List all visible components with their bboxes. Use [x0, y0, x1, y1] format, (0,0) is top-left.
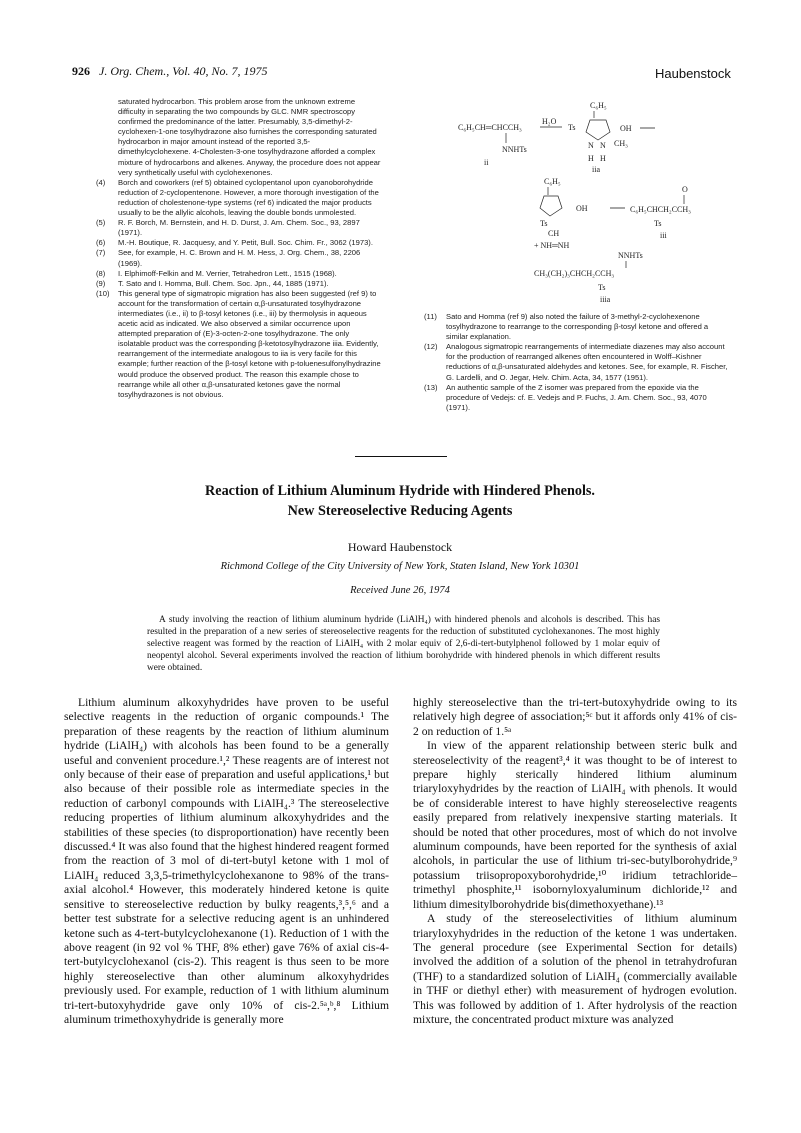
- body-paragraph: A study of the stereoselectivities of lithium aluminum triaryloxyhydrides in the reduction of the ketone 1 was undertaken. The general procedure (see Experimental Section for details) involved the addition of a solution of the phenol in tetrahydrofuran (THF) to a standardized solution of LiAlH₄ (commercially available in THF or diethyl ether) with measurement of hydrogen evolution. This was followed by addition of 1. After hydrolysis of the reaction mixture, the concentrated product mixture was analyzed: [413, 912, 737, 1026]
- hydrogen-atom: H: [588, 154, 594, 163]
- footnote: (12) Analogous sigmatropic rearrangements of intermediate diazenes may also account for the production of rearranged alkenes often encountered in Wolff–Kishner reductions of α,β-unsaturated aldehydes and ketones. See, for example, R. Fischer, G. Lardelli, and O. Jegar, Helv. Chim. Acta, 34, 1577 (1951).: [424, 342, 728, 382]
- compound-ii-substituent: NNHTs: [502, 145, 527, 154]
- body-paragraph: In view of the apparent relationship between steric bulk and stereoselectivity of the reagent³,⁴ it was thought to be of interest to prepare highly sterically hindered lithium aluminum triaryloxyhydrides by the reaction of LiAlH₄ with phenols. It would be of considerable interest to have highly stereoselective reagents easily prepared from relatively inexpensive starting materials. It should be noted that other procedures, most of which do not involve aluminum compounds, have been reported for the synthesis of axial alcohols, in particular the use of lithium tri-sec-butylborohydride,⁹ potassium triisopropoxyborohydride,¹⁰ iridium tetrachloride–trimethyl phosphite,¹¹ isobornyloxyaluminum dichloride,¹² and lithium dimesitylborohydride bis(dimethoxyethane).¹³: [413, 739, 737, 911]
- intermediate-iia-label: iia: [592, 165, 600, 174]
- footnote: (10) This general type of sigmatropic migration has also been suggested (ref 9) to account for the transformation of certain α,β-unsaturated tosylhydrazone intermediates (i.e., ii) to β-tosyl ketones (i.e., iii) by thermolysis in aqueous acetic acid as indicated. We also observed a similar occurrence upon attempted preparation of (E)-3-octen-2-one tosylhydrazone. The only isolatable product was the corresponding β-ketotosylhydrazone iiia. Evidently, rearrangement of the intermediate analogous to iia is very facile for this example; further reaction of the β-tosyl ketone with p-toluenesulfonylhydrazine would produce the observed product. The reason this example chose to rearrange while all other α,β-unsaturated ketones gave the normal tosylhydrazones is not obvious.: [96, 288, 381, 399]
- footnote: (9) T. Sato and I. Homma, Bull. Chem. Soc. Jpn., 44, 1885 (1971).: [96, 278, 329, 288]
- compound-ii-label: ii: [484, 158, 489, 167]
- ts-group: Ts: [598, 283, 606, 292]
- compound-iiia-label: iiia: [600, 295, 611, 304]
- article-title-line2: New Stereoselective Reducing Agents: [287, 503, 513, 519]
- hydroxyl-group: OH: [620, 124, 632, 133]
- phenyl-group: C₆H₅: [544, 177, 561, 186]
- journal-citation: J. Org. Chem., Vol. 40, No. 7, 1975: [99, 64, 268, 78]
- footnote: (11) Sato and Homma (ref 9) also noted the failure of 3-methyl-2-cyclohexenone tosylhydrazone to rearrange to the corresponding β-tosyl ketone and offered a similar explanation.: [424, 312, 709, 342]
- carbonyl-oxygen: O: [682, 185, 688, 194]
- nitrogen-atom: N: [588, 141, 594, 150]
- compound-ii-formula: C₆H₅CH═CHCCH₃: [458, 123, 522, 132]
- reaction-scheme: [450, 98, 750, 308]
- footnote: saturated hydrocarbon. This problem arose from the unknown extreme difficulty in separating the two compounds by GLC. NMR spectroscopy confirmed the predominance of the latter. Presumably, 3,5-dimethyl-2-cyclohexen-1-one tosylhydrazone also furnishes the corresponding saturated hydrocarbon in major amount instead of the reported 3,5-dimethylcyclohexene. 4-Cholesten-3-one tosylhydrazone afforded a complex mixture of hydrocarbons and alkenes. Anyway, the procedure does not appear very synthetically useful with cyclohexenones.: [118, 97, 381, 177]
- compound-iiia-formula: CH₃(CH₂)₃CHCH₂CCH₃: [534, 269, 615, 278]
- compound-iii-formula: C₆H₅CHCH₂CCH₃: [630, 205, 691, 214]
- footnote: (4) Borch and coworkers (ref 5) obtained cyclopentanol upon cyanoborohydride reduction of 2-cyclopentenone. However, a more thorough investigation of the reduction of cholestenone-type systems (ref 6) indicated the major products usually to be the allylic alcohols, leaving the double bonds unmolested.: [96, 177, 379, 218]
- ts-group: Ts: [540, 219, 548, 228]
- running-author: Haubenstock: [655, 66, 731, 81]
- footnote: (6) M.-H. Boutique, R. Jacquesy, and Y. Petit, Bull. Soc. Chim. Fr., 3062 (1973).: [96, 238, 373, 248]
- section-divider: [355, 456, 447, 457]
- phenyl-group: C₆H₅: [590, 101, 607, 110]
- footnote: (13) An authentic sample of the Z isomer was prepared from the epoxide via the procedure of Vedejs: cf. E. Vedejs and P. Fuchs, J. Am. Chem. Soc., 93, 4070 (1971).: [424, 382, 707, 412]
- hydrogen-atom: H: [600, 154, 606, 163]
- body-paragraph: highly stereoselective than the tri-tert-butoxyhydride owing to its relatively high degree of association;⁵ᶜ but it affords only 41% of cis-2 on reduction of 1.⁵ᵃ: [413, 696, 737, 738]
- footnotes-left: [92, 97, 382, 400]
- body-paragraph: Lithium aluminum alkoxyhydrides have proven to be useful selective reagents in the reduction of organic compounds.¹ The preparation of these reagents by the reaction of lithium aluminum hydride (LiAlH₄) with alcohols has been found to be a generally useful and convenient procedure.¹,² These reagents are of interest not only because of their ease of preparation and useful applications,¹ but also because of their possible role as intermediate species in the reduction of carbonyl compounds with LiAlH₄.³ The stereoselective reducing properties of lithium aluminum alkoxyhydrides and the stabilities of these species (to disproportionation) have recently been discussed.⁴ It was also found that the highest hindered reagent formed from the reaction of 3 mol of di-tert-butyl ketone with 1 mol of LiAlH₄ reduced 3,3,5-trimethylcyclohexanone to 98% of the trans-axial alcohol.⁴ However, this moderately hindered ketone is quite sensitive to stereoselective reduction by bulky reagents,³,⁵,⁶ and a better test substrate for a selective reducing agent is an unhindered ketone such as 4-tert-butylcyclohexanone (1). Reduction of 1 with the above reagent (in 92 vol % THF, 8% ether) gave 76% of axial cis-4-tert-butylcyclohexanol (cis-2). This reagent is thus seen to be more highly stereoselective than other aluminum alkoxyhydrides previously used. For example, reduction of 1 with lithium aluminum tri-tert-butoxyhydride gave only 10% of cis-2.⁵ᵃ,ᵇ,⁸ Lithium aluminum trimethoxyhydride is generally more: [64, 696, 389, 1026]
- footnotes-right: [420, 312, 732, 413]
- body-column-right: [413, 696, 737, 1027]
- ch-group: CH: [548, 229, 560, 238]
- nitrogen-atom: N: [600, 141, 606, 150]
- author-affiliation: Richmond College of the City University of New York, Staten Island, New York 10301: [220, 561, 580, 572]
- footnote: (7) See, for example, H. C. Brown and H. M. Hess, J. Org. Chem., 38, 2206 (1969).: [96, 248, 361, 268]
- running-header: [72, 64, 268, 79]
- page-number: 926: [72, 64, 90, 78]
- compound-iii-label: iii: [660, 231, 667, 240]
- abstract: A study involving the reaction of lithium aluminum hydride (LiAlH₄) with hindered phenols and alcohols is described. This has resulted in the preparation of a new series of stereoselective reagents for the reduction of substituted cyclohexanones. The most highly selective reagent was formed by the reaction of LiAlH₄ with 2 molar equiv of 2,6-di-tert-butylphenol followed by 1 molar equiv of neopentyl alcohol. Several experiments involved the reaction of lithium borohydride with hindered phenols in which different results were obtained.: [147, 615, 660, 673]
- body-column-left: [64, 696, 389, 1027]
- article-author: Howard Haubenstock: [347, 540, 453, 554]
- article-title-line1: Reaction of Lithium Aluminum Hydride with Hindered Phenols.: [205, 483, 595, 499]
- hydroxyl-group: OH: [576, 204, 588, 213]
- reagent-label: H₂O: [542, 117, 557, 126]
- footnote: (5) R. F. Borch, M. Bernstein, and H. D. Durst, J. Am. Chem. Soc., 93, 2897 (1971).: [96, 218, 360, 238]
- methyl-group: CH₃: [614, 139, 628, 148]
- received-date: Received June 26, 1974: [350, 585, 450, 596]
- ts-group: Ts: [654, 219, 662, 228]
- diazene-byproduct: + NH═NH: [534, 241, 570, 250]
- ts-group: Ts: [568, 123, 576, 132]
- footnote: (8) I. Elphimoff-Felkin and M. Verrier, Tetrahedron Lett., 1515 (1968).: [96, 268, 337, 278]
- compound-iiia-substituent: NNHTs: [618, 251, 643, 260]
